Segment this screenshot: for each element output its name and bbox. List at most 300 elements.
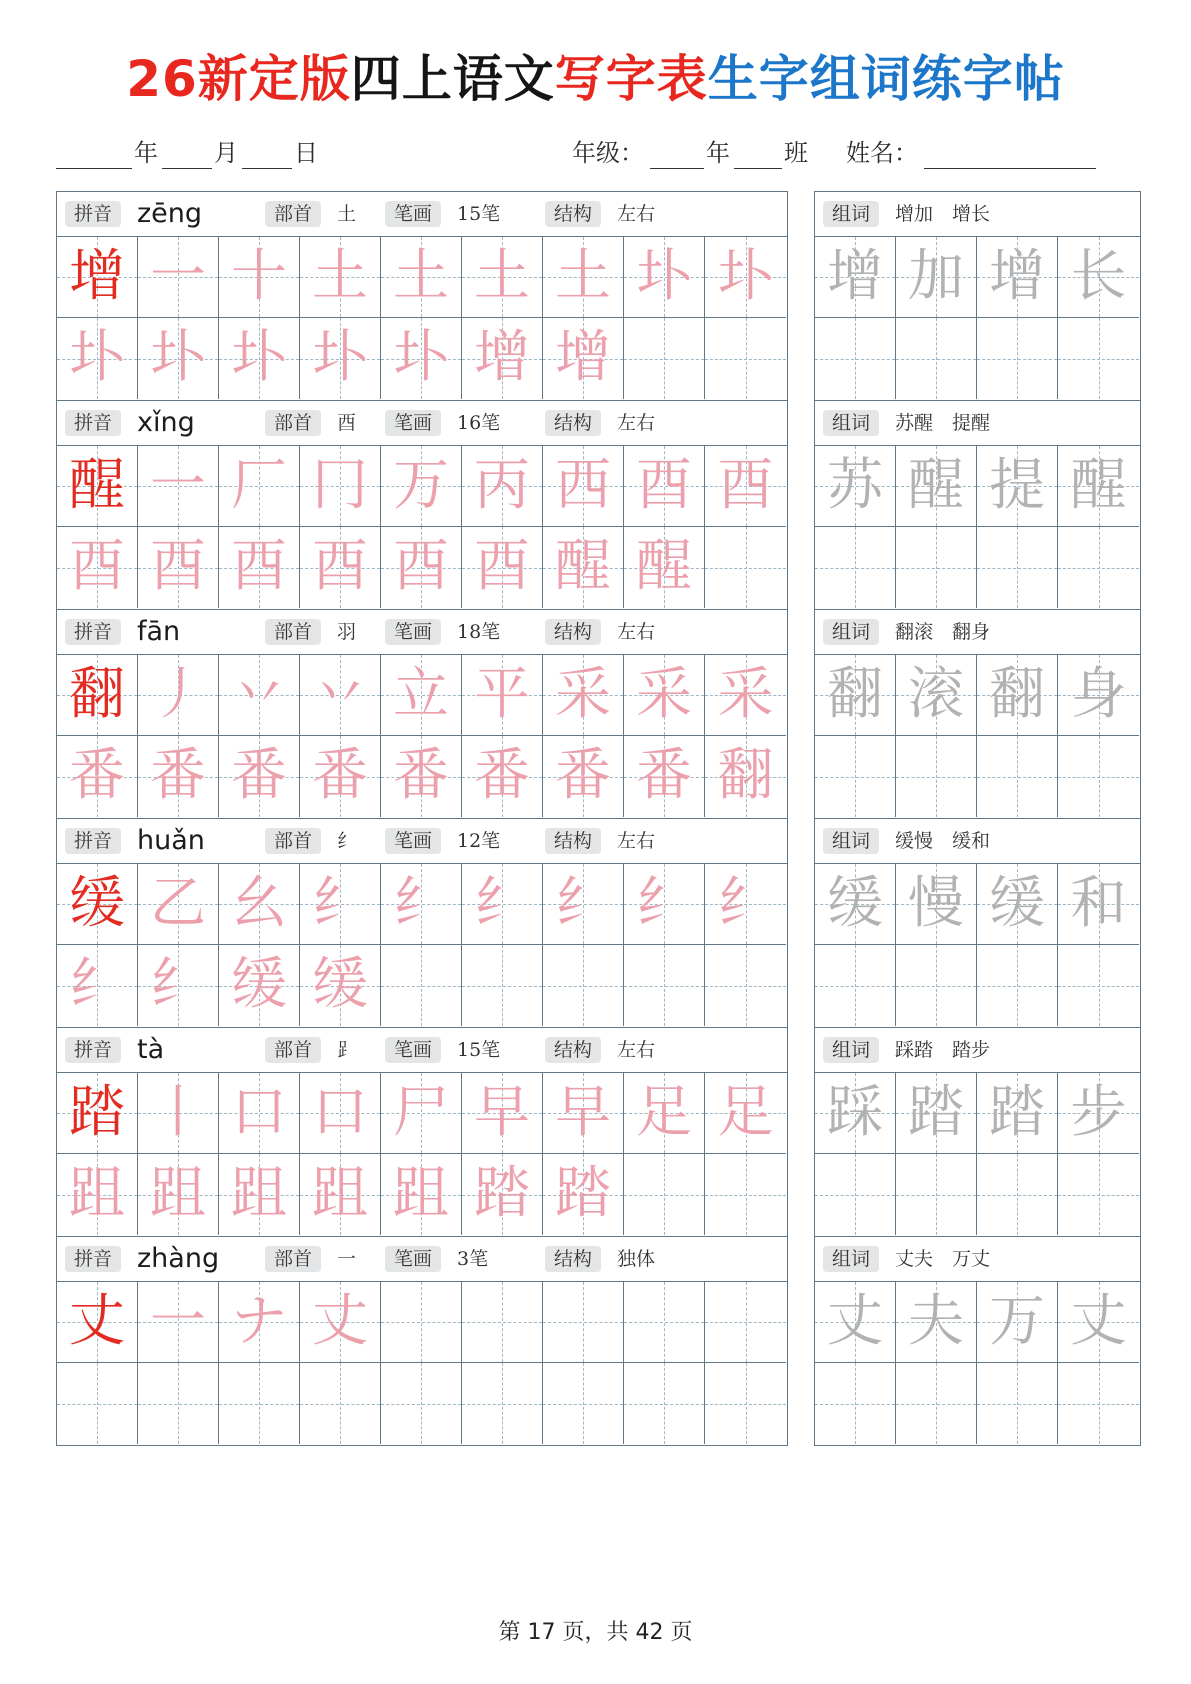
tian-grid-cell[interactable] xyxy=(543,1073,624,1154)
stroke-step: 厂 xyxy=(231,453,287,518)
stroke-step: 采 xyxy=(636,662,692,727)
tian-grid-cell[interactable] xyxy=(57,1363,138,1444)
stroke-step: 纟 xyxy=(393,871,449,936)
tian-grid-cell[interactable] xyxy=(624,1282,705,1363)
day-blank[interactable] xyxy=(242,168,292,169)
tian-grid-cell[interactable] xyxy=(219,318,300,399)
stroke-step: 番 xyxy=(474,743,530,808)
tian-grid-cell[interactable] xyxy=(624,945,705,1026)
info-line xyxy=(56,135,1136,171)
title-part-2: 四上语文 xyxy=(350,50,555,108)
stroke-step: 番 xyxy=(393,743,449,808)
tian-grid-cell[interactable] xyxy=(815,1282,896,1363)
tian-grid-cell[interactable] xyxy=(705,1363,786,1444)
tian-grid-cell[interactable] xyxy=(977,1073,1058,1154)
tian-grid-cell[interactable] xyxy=(57,864,138,945)
tian-grid-cell[interactable] xyxy=(624,1363,705,1444)
tian-grid-cell[interactable] xyxy=(300,1282,381,1363)
pinyin-text: zhàng xyxy=(137,1243,220,1274)
tian-grid-cell[interactable] xyxy=(57,736,138,817)
stroke-step: 番 xyxy=(69,743,125,808)
character-block xyxy=(56,1236,788,1446)
tian-grid-cell[interactable] xyxy=(300,527,381,608)
trace-character: 缓 xyxy=(989,871,1045,936)
tian-grid-cell[interactable] xyxy=(977,736,1058,817)
strokes-value: 15笔 xyxy=(457,1039,501,1061)
stroke-step: 跙 xyxy=(312,1161,368,1226)
words-header xyxy=(815,401,1140,446)
tian-grid-cell[interactable] xyxy=(977,527,1058,608)
strokes-value: 18笔 xyxy=(457,621,501,643)
tian-grid-cell[interactable] xyxy=(896,1154,977,1235)
grade-blank[interactable] xyxy=(650,168,704,169)
stroke-step: 增 xyxy=(474,325,530,390)
tian-grid-cell[interactable] xyxy=(300,655,381,736)
tian-grid-cell[interactable] xyxy=(462,318,543,399)
tian-grid-cell[interactable] xyxy=(1058,945,1139,1026)
title-part-4: 生字组词练字帖 xyxy=(707,50,1065,108)
tian-grid-cell[interactable] xyxy=(300,1073,381,1154)
tian-grid-cell[interactable] xyxy=(896,736,977,817)
stroke-order-grid xyxy=(57,1073,787,1236)
stroke-step: 缓 xyxy=(312,952,368,1017)
tian-grid-cell[interactable] xyxy=(381,237,462,318)
trace-character: 增 xyxy=(827,244,883,309)
tian-grid-cell[interactable] xyxy=(815,446,896,527)
tian-grid-cell[interactable] xyxy=(462,1073,543,1154)
tian-grid-cell[interactable] xyxy=(300,945,381,1026)
stroke-step: 一 xyxy=(150,244,206,309)
tian-grid-cell[interactable] xyxy=(705,1073,786,1154)
stroke-step: 万 xyxy=(393,453,449,518)
stroke-step: 丈 xyxy=(312,1289,368,1354)
words-grid xyxy=(815,1073,1140,1236)
character-block xyxy=(56,191,788,401)
tian-grid-cell[interactable] xyxy=(543,527,624,608)
pinyin-text: tà xyxy=(137,1034,165,1065)
radical-tag: 部首 xyxy=(265,201,321,227)
tian-grid-cell[interactable] xyxy=(624,864,705,945)
tian-grid-cell[interactable] xyxy=(462,446,543,527)
stroke-step: 土 xyxy=(393,244,449,309)
words-grid xyxy=(815,1282,1140,1445)
stroke-step: 纟 xyxy=(474,871,530,936)
tian-grid-cell[interactable] xyxy=(815,736,896,817)
stroke-step: 丨 xyxy=(150,1080,206,1145)
tian-grid-cell[interactable] xyxy=(1058,736,1139,817)
tian-grid-cell[interactable] xyxy=(543,655,624,736)
words-tag: 组词 xyxy=(823,1037,879,1063)
stroke-step: 土 xyxy=(555,244,611,309)
stroke-step: 酉 xyxy=(636,453,692,518)
words-block xyxy=(814,609,1141,819)
pinyin-text: fān xyxy=(137,616,181,647)
tian-grid-cell[interactable] xyxy=(1058,1363,1139,1444)
tian-grid-cell[interactable] xyxy=(138,237,219,318)
words-tag: 组词 xyxy=(823,410,879,436)
tian-grid-cell[interactable] xyxy=(705,446,786,527)
tian-grid-cell[interactable] xyxy=(381,945,462,1026)
grade-label: 年级： xyxy=(572,139,644,167)
tian-grid-cell[interactable] xyxy=(462,1363,543,1444)
model-character: 翻 xyxy=(69,662,125,727)
stroke-step: 采 xyxy=(555,662,611,727)
words-block xyxy=(814,191,1141,401)
tian-grid-cell[interactable] xyxy=(977,446,1058,527)
tian-grid-cell[interactable] xyxy=(624,1073,705,1154)
stroke-order-grid xyxy=(57,1282,787,1445)
tian-grid-cell[interactable] xyxy=(381,318,462,399)
tian-grid-cell[interactable] xyxy=(300,1363,381,1444)
tian-grid-cell[interactable] xyxy=(381,864,462,945)
tian-grid-cell[interactable] xyxy=(815,1154,896,1235)
tian-grid-cell[interactable] xyxy=(381,1154,462,1235)
tian-grid-cell[interactable] xyxy=(1058,864,1139,945)
tian-grid-cell[interactable] xyxy=(705,945,786,1026)
tian-grid-cell[interactable] xyxy=(138,527,219,608)
words-grid xyxy=(815,237,1140,400)
tian-grid-cell[interactable] xyxy=(138,318,219,399)
stroke-step: 圤 xyxy=(636,244,692,309)
tian-grid-cell[interactable] xyxy=(977,318,1058,399)
tian-grid-cell[interactable] xyxy=(896,864,977,945)
tian-grid-cell[interactable] xyxy=(543,318,624,399)
tian-grid-cell[interactable] xyxy=(219,1363,300,1444)
tian-grid-cell[interactable] xyxy=(381,655,462,736)
tian-grid-cell[interactable] xyxy=(977,1282,1058,1363)
stroke-step: 足 xyxy=(636,1080,692,1145)
tian-grid-cell[interactable] xyxy=(815,1073,896,1154)
tian-grid-cell[interactable] xyxy=(624,237,705,318)
tian-grid-cell[interactable] xyxy=(381,446,462,527)
stroke-step: 醒 xyxy=(555,534,611,599)
strokes-tag: 笔画 xyxy=(385,619,441,645)
tian-grid-cell[interactable] xyxy=(896,1282,977,1363)
radical-value: 纟 xyxy=(337,830,357,852)
tian-grid-cell[interactable] xyxy=(219,446,300,527)
words-block xyxy=(814,1027,1141,1237)
name-blank[interactable] xyxy=(924,168,1096,169)
tian-grid-cell[interactable] xyxy=(462,1154,543,1235)
stroke-step: 冂 xyxy=(312,453,368,518)
structure-value: 左右 xyxy=(617,412,656,434)
tian-grid-cell[interactable] xyxy=(138,655,219,736)
tian-grid-cell[interactable] xyxy=(624,318,705,399)
structure-value: 左右 xyxy=(617,1039,656,1061)
structure-tag: 结构 xyxy=(545,619,601,645)
stroke-step: 纟 xyxy=(555,871,611,936)
tian-grid-cell[interactable] xyxy=(381,527,462,608)
tian-grid-cell[interactable] xyxy=(300,1154,381,1235)
tian-grid-cell[interactable] xyxy=(462,736,543,817)
trace-character: 慢 xyxy=(908,871,964,936)
tian-grid-cell[interactable] xyxy=(543,237,624,318)
tian-grid-cell[interactable] xyxy=(705,1154,786,1235)
tian-grid-cell[interactable] xyxy=(138,1282,219,1363)
trace-character: 醒 xyxy=(908,453,964,518)
tian-grid-cell[interactable] xyxy=(219,237,300,318)
tian-grid-cell[interactable] xyxy=(462,1282,543,1363)
tian-grid-cell[interactable] xyxy=(219,945,300,1026)
tian-grid-cell[interactable] xyxy=(57,1282,138,1363)
trace-character: 踩 xyxy=(827,1080,883,1145)
pinyin-text: xǐng xyxy=(137,407,195,438)
tian-grid-cell[interactable] xyxy=(815,864,896,945)
tian-grid-cell[interactable] xyxy=(57,655,138,736)
pinyin-tag: 拼音 xyxy=(65,1037,121,1063)
tian-grid-cell[interactable] xyxy=(815,237,896,318)
tian-grid-cell[interactable] xyxy=(896,1073,977,1154)
trace-character: 滚 xyxy=(908,662,964,727)
strokes-value: 12笔 xyxy=(457,830,501,852)
tian-grid-cell[interactable] xyxy=(462,864,543,945)
pinyin-text: zēng xyxy=(137,198,203,229)
class-blank[interactable] xyxy=(734,168,782,169)
tian-grid-cell[interactable] xyxy=(896,945,977,1026)
class-label: 班 xyxy=(784,139,808,167)
tian-grid-cell[interactable] xyxy=(815,655,896,736)
tian-grid-cell[interactable] xyxy=(57,945,138,1026)
tian-grid-cell[interactable] xyxy=(624,527,705,608)
trace-character: 苏 xyxy=(827,453,883,518)
words-block xyxy=(814,818,1141,1028)
tian-grid-cell[interactable] xyxy=(219,864,300,945)
tian-grid-cell[interactable] xyxy=(543,1282,624,1363)
tian-grid-cell[interactable] xyxy=(705,527,786,608)
words-value: 踩踏 踏步 xyxy=(895,1039,991,1061)
tian-grid-cell[interactable] xyxy=(381,1282,462,1363)
words-header xyxy=(815,819,1140,864)
stroke-step: 纟 xyxy=(312,871,368,936)
tian-grid-cell[interactable] xyxy=(977,1363,1058,1444)
year-label: 年 xyxy=(134,139,158,167)
radical-value: 酉 xyxy=(337,412,357,434)
stroke-step: 圤 xyxy=(717,244,774,309)
words-value: 苏醒 提醒 xyxy=(895,412,991,434)
structure-value: 左右 xyxy=(617,621,656,643)
radical-value: 土 xyxy=(337,203,357,225)
stroke-step: 增 xyxy=(555,325,611,390)
tian-grid-cell[interactable] xyxy=(219,1282,300,1363)
tian-grid-cell[interactable] xyxy=(138,1363,219,1444)
tian-grid-cell[interactable] xyxy=(57,318,138,399)
tian-grid-cell[interactable] xyxy=(705,736,786,817)
stroke-step: 酉 xyxy=(393,534,449,599)
tian-grid-cell[interactable] xyxy=(1058,1154,1139,1235)
tian-grid-cell[interactable] xyxy=(57,527,138,608)
tian-grid-cell[interactable] xyxy=(1058,446,1139,527)
stroke-step: 酉 xyxy=(231,534,287,599)
stroke-step: 早 xyxy=(474,1080,530,1145)
tian-grid-cell[interactable] xyxy=(57,237,138,318)
structure-tag: 结构 xyxy=(545,201,601,227)
tian-grid-cell[interactable] xyxy=(300,237,381,318)
tian-grid-cell[interactable] xyxy=(705,237,786,318)
words-grid xyxy=(815,655,1140,818)
words-tag: 组词 xyxy=(823,201,879,227)
words-tag: 组词 xyxy=(823,1246,879,1272)
tian-grid-cell[interactable] xyxy=(138,1154,219,1235)
trace-character: 和 xyxy=(1070,871,1127,936)
pinyin-tag: 拼音 xyxy=(65,1246,121,1272)
tian-grid-cell[interactable] xyxy=(705,318,786,399)
tian-grid-cell[interactable] xyxy=(543,864,624,945)
tian-grid-cell[interactable] xyxy=(896,318,977,399)
tian-grid-cell[interactable] xyxy=(815,318,896,399)
stroke-order-grid xyxy=(57,864,787,1027)
words-value: 翻滚 翻身 xyxy=(895,621,991,643)
tian-grid-cell[interactable] xyxy=(705,1282,786,1363)
tian-grid-cell[interactable] xyxy=(977,237,1058,318)
page-title xyxy=(0,44,1191,114)
stroke-step: 西 xyxy=(555,453,611,518)
tian-grid-cell[interactable] xyxy=(138,864,219,945)
tian-grid-cell[interactable] xyxy=(1058,527,1139,608)
tian-grid-cell[interactable] xyxy=(1058,318,1139,399)
stroke-step: 跙 xyxy=(393,1161,449,1226)
stroke-step: 圤 xyxy=(231,325,287,390)
words-tag: 组词 xyxy=(823,828,879,854)
tian-grid-cell[interactable] xyxy=(300,318,381,399)
stroke-step: 跙 xyxy=(69,1161,125,1226)
tian-grid-cell[interactable] xyxy=(219,736,300,817)
pinyin-text: huǎn xyxy=(137,825,205,856)
tian-grid-cell[interactable] xyxy=(624,1154,705,1235)
tian-grid-cell[interactable] xyxy=(543,945,624,1026)
model-character: 踏 xyxy=(69,1080,125,1145)
tian-grid-cell[interactable] xyxy=(462,655,543,736)
year-blank[interactable] xyxy=(56,168,132,169)
tian-grid-cell[interactable] xyxy=(57,1073,138,1154)
tian-grid-cell[interactable] xyxy=(1058,1282,1139,1363)
radical-value: 一 xyxy=(337,1248,357,1270)
stroke-step: 口 xyxy=(312,1080,368,1145)
month-blank[interactable] xyxy=(162,168,212,169)
words-tag: 组词 xyxy=(823,619,879,645)
tian-grid-cell[interactable] xyxy=(1058,237,1139,318)
tian-grid-cell[interactable] xyxy=(300,446,381,527)
stroke-step: 圤 xyxy=(150,325,206,390)
words-grid xyxy=(815,446,1140,609)
tian-grid-cell[interactable] xyxy=(896,237,977,318)
structure-value: 独体 xyxy=(617,1248,656,1270)
tian-grid-cell[interactable] xyxy=(543,736,624,817)
tian-grid-cell[interactable] xyxy=(219,1073,300,1154)
tian-grid-cell[interactable] xyxy=(977,1154,1058,1235)
model-character: 丈 xyxy=(69,1289,125,1354)
tian-grid-cell[interactable] xyxy=(705,864,786,945)
tian-grid-cell[interactable] xyxy=(381,736,462,817)
structure-tag: 结构 xyxy=(545,1037,601,1063)
radical-tag: 部首 xyxy=(265,1246,321,1272)
words-value: 增加 增长 xyxy=(895,203,991,225)
tian-grid-cell[interactable] xyxy=(977,655,1058,736)
tian-grid-cell[interactable] xyxy=(219,1154,300,1235)
grade-year-label: 年 xyxy=(706,139,730,167)
tian-grid-cell[interactable] xyxy=(705,655,786,736)
trace-character: 万 xyxy=(989,1289,1045,1354)
tian-grid-cell[interactable] xyxy=(896,446,977,527)
words-header xyxy=(815,1237,1140,1282)
tian-grid-cell[interactable] xyxy=(219,527,300,608)
character-header xyxy=(57,819,787,864)
tian-grid-cell[interactable] xyxy=(138,446,219,527)
trace-character: 翻 xyxy=(827,662,883,727)
stroke-step: 酉 xyxy=(150,534,206,599)
words-header xyxy=(815,610,1140,655)
model-character: 缓 xyxy=(69,871,125,936)
tian-grid-cell[interactable] xyxy=(624,736,705,817)
title-part-3: 写字表 xyxy=(554,50,708,108)
tian-grid-cell[interactable] xyxy=(300,864,381,945)
tian-grid-cell[interactable] xyxy=(815,1363,896,1444)
tian-grid-cell[interactable] xyxy=(138,945,219,1026)
tian-grid-cell[interactable] xyxy=(624,655,705,736)
tian-grid-cell[interactable] xyxy=(219,655,300,736)
day-label: 日 xyxy=(294,139,318,167)
tian-grid-cell[interactable] xyxy=(896,1363,977,1444)
tian-grid-cell[interactable] xyxy=(896,655,977,736)
tian-grid-cell[interactable] xyxy=(1058,655,1139,736)
radical-value: ⻊ xyxy=(337,1039,357,1061)
stroke-order-grid xyxy=(57,446,787,609)
tian-grid-cell[interactable] xyxy=(462,237,543,318)
tian-grid-cell[interactable] xyxy=(543,1154,624,1235)
character-block xyxy=(56,818,788,1028)
strokes-value: 15笔 xyxy=(457,203,501,225)
words-value: 缓慢 缓和 xyxy=(895,830,991,852)
stroke-step: 土 xyxy=(474,244,530,309)
tian-grid-cell[interactable] xyxy=(57,1154,138,1235)
tian-grid-cell[interactable] xyxy=(381,1073,462,1154)
stroke-step: 番 xyxy=(150,743,206,808)
stroke-step: 土 xyxy=(312,244,368,309)
tian-grid-cell[interactable] xyxy=(381,1363,462,1444)
tian-grid-cell[interactable] xyxy=(300,736,381,817)
tian-grid-cell[interactable] xyxy=(815,945,896,1026)
tian-grid-cell[interactable] xyxy=(977,945,1058,1026)
tian-grid-cell[interactable] xyxy=(977,864,1058,945)
pinyin-tag: 拼音 xyxy=(65,410,121,436)
words-block xyxy=(814,400,1141,610)
character-block xyxy=(56,609,788,819)
words-grid xyxy=(815,864,1140,1027)
tian-grid-cell[interactable] xyxy=(138,1073,219,1154)
pinyin-tag: 拼音 xyxy=(65,619,121,645)
tian-grid-cell[interactable] xyxy=(896,527,977,608)
stroke-step: 酉 xyxy=(69,534,125,599)
stroke-step: 圤 xyxy=(69,325,125,390)
stroke-step: 平 xyxy=(474,662,530,727)
stroke-step: 番 xyxy=(312,743,368,808)
trace-character: 提 xyxy=(989,453,1045,518)
tian-grid-cell[interactable] xyxy=(815,527,896,608)
tian-grid-cell[interactable] xyxy=(462,945,543,1026)
tian-grid-cell[interactable] xyxy=(543,1363,624,1444)
tian-grid-cell[interactable] xyxy=(624,446,705,527)
tian-grid-cell[interactable] xyxy=(543,446,624,527)
stroke-step: 踏 xyxy=(555,1161,611,1226)
tian-grid-cell[interactable] xyxy=(1058,1073,1139,1154)
trace-character: 缓 xyxy=(827,871,883,936)
character-header xyxy=(57,192,787,237)
radical-tag: 部首 xyxy=(265,410,321,436)
tian-grid-cell[interactable] xyxy=(462,527,543,608)
tian-grid-cell[interactable] xyxy=(138,736,219,817)
pinyin-tag: 拼音 xyxy=(65,828,121,854)
tian-grid-cell[interactable] xyxy=(57,446,138,527)
structure-tag: 结构 xyxy=(545,828,601,854)
